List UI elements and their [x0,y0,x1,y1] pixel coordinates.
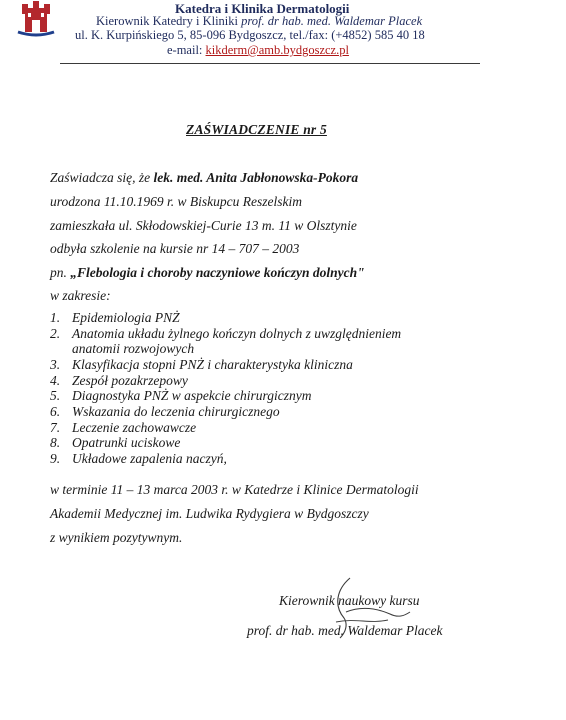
scope-label: w zakresie: [50,288,111,303]
list-item: 8. Opatrunki uciskowe [50,435,181,450]
institution-title: Katedra i Klinika Dermatologii [175,1,350,16]
email-link[interactable]: kikderm@amb.bydgoszcz.pl [205,43,349,57]
coat-of-arms-icon [14,0,58,40]
list-item: 5. Diagnostyka PNŻ w aspekcie chirurgicznym [50,388,312,403]
course-title-line [50,265,365,281]
head-role: Kierownik Katedry i Kliniki [96,14,238,28]
person-name: lek. med. Anita Jabłonowska-Pokora [153,170,359,185]
list-item: 2. Anatomia układu żylnego kończyn dolnych z uwzględnieniem [50,326,402,341]
signature-role: Kierownik naukowy kursu [279,593,420,608]
residence-line: zamieszkała ul. Skłodowskiej-Curie 13 m. 11 w Olsztynie [50,218,357,233]
certify-line [50,170,358,186]
course-title-prefix: pn. [50,265,67,280]
head-name: prof. dr hab. med. Waldemar Placek [241,14,423,28]
course-title: „Flebologia i choroby naczyniowe kończyn dolnych" [70,265,365,280]
list-item: anatomii rozwojowych [72,341,195,356]
closing-line-2: Akademii Medycznej im. Ludwika Rydygiera w Bydgoszczy [50,506,369,521]
letterhead-divider [60,63,480,64]
institution-address: ul. K. Kurpińskiego 5, 85-096 Bydgoszcz, tel./fax: (+4852) 585 40 18 [75,28,425,42]
certificate-heading: ZAŚWIADCZENIE nr 5 [186,122,327,137]
list-item: 9. Układowe zapalenia naczyń, [50,451,227,466]
list-item: 1. Epidemiologia PNŻ [50,310,180,325]
email-label: e-mail: [167,43,203,57]
list-item: 4. Zespół pozakrzepowy [50,373,188,388]
list-item: 6. Wskazania do leczenia chirurgicznego [50,404,280,419]
signature-name: prof. dr hab. med. Waldemar Placek [247,623,443,638]
closing-line-3: z wynikiem pozytywnym. [50,530,183,545]
course-line: odbyła szkolenie na kursie nr 14 – 707 – 2003 [50,241,300,256]
list-item: 3. Klasyfikacja stopni PNŻ i charakterystyka kliniczna [50,357,353,372]
institution-email-line [167,43,349,58]
closing-line-1: w terminie 11 – 13 marca 2003 r. w Katedrze i Klinice Dermatologii [50,482,419,497]
certify-prefix: Zaświadcza się, że [50,170,151,185]
institution-head [96,14,422,29]
list-item: 7. Leczenie zachowawcze [50,420,197,435]
birth-line: urodzona 11.10.1969 r. w Biskupcu Reszelskim [50,194,302,209]
